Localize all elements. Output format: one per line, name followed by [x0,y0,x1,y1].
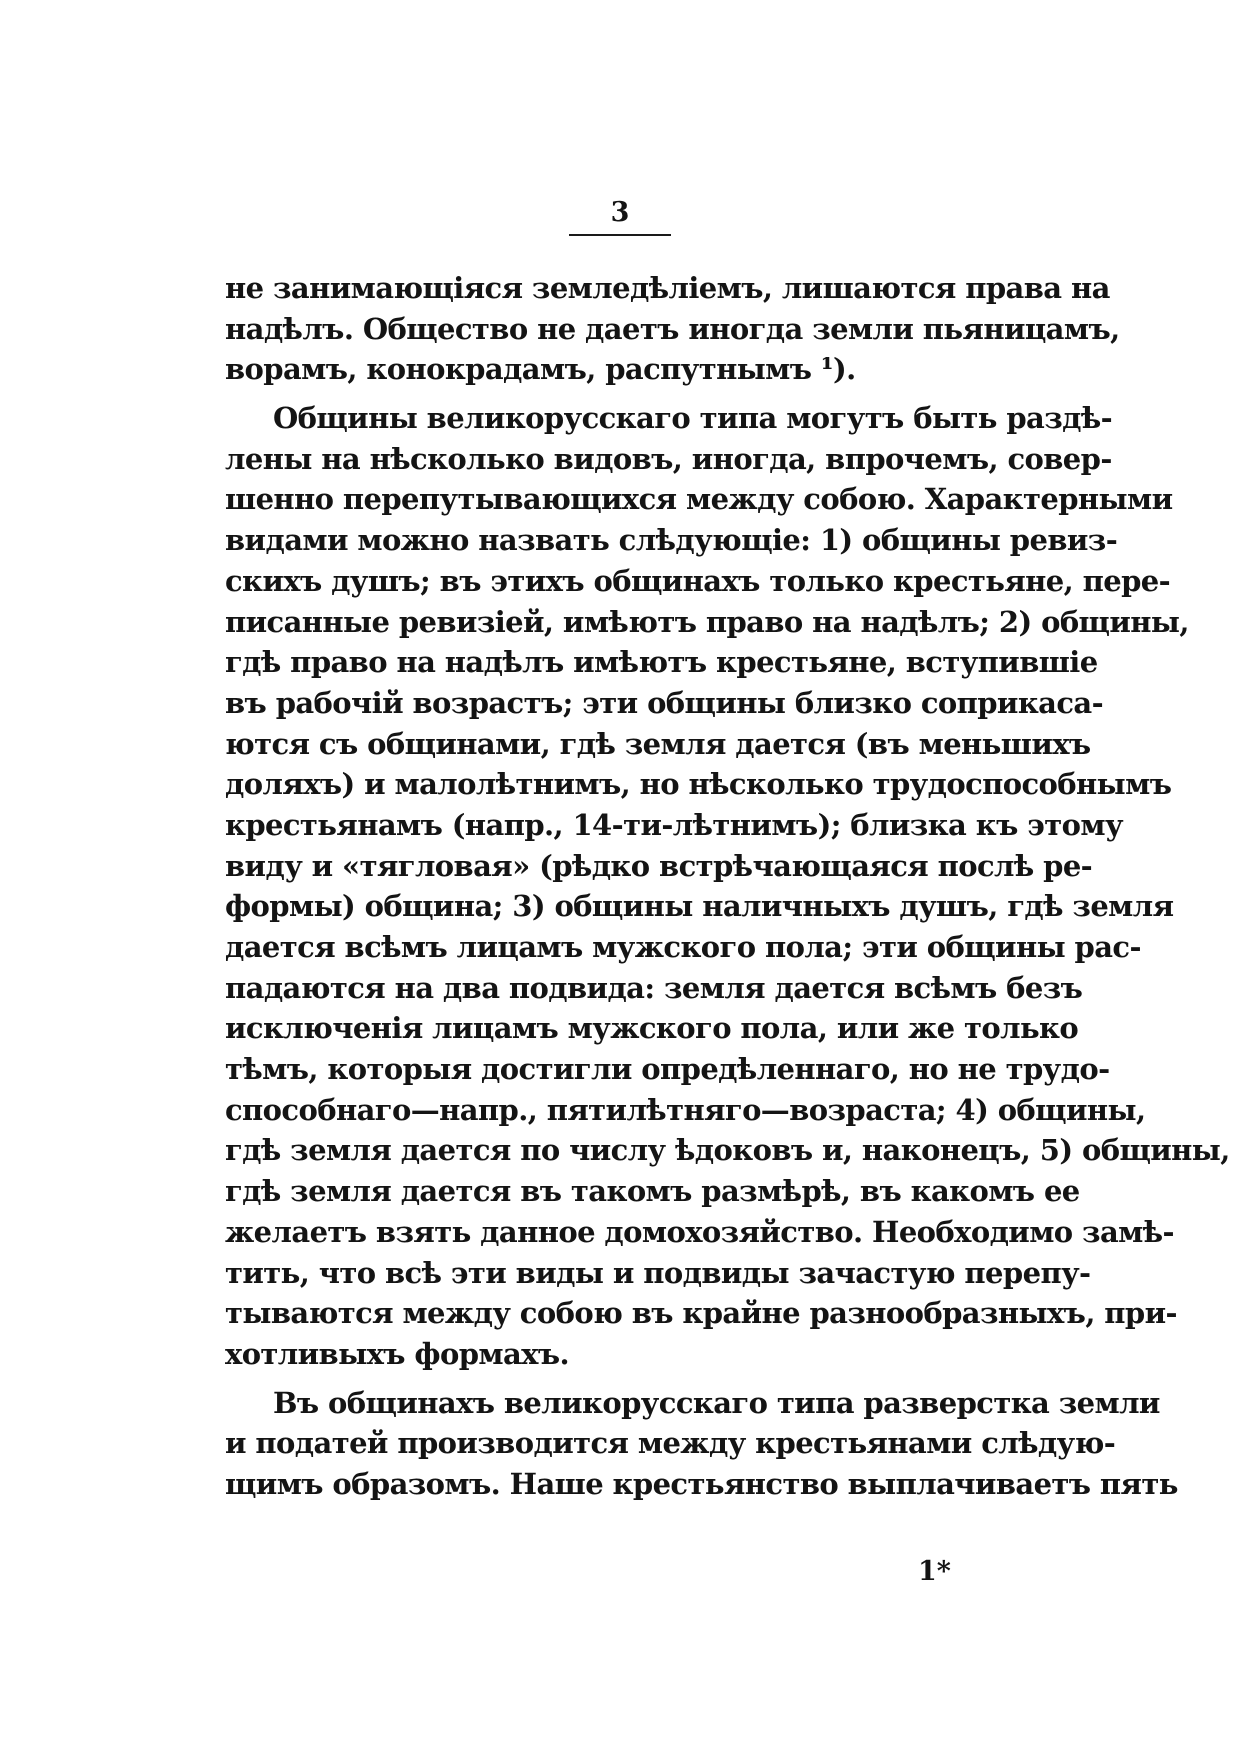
text-line: ворамъ, конокрадамъ, распутнымъ ¹). [225,352,856,387]
text-line: доляхъ) и малолѣтнимъ, но нѣсколько трудоспособнымъ [225,767,1172,802]
text-line: падаются на два подвида: земля дается всѣмъ безъ [225,970,1083,1005]
text-line: не занимающіяся земледѣліемъ, лишаются права на [225,271,1110,305]
text-line: въ рабочій возрастъ; эти общины близко соприкаса- [225,685,1104,720]
text-line: тѣмъ, которыя достигли опредѣленнаго, но не трудо- [225,1052,1110,1087]
text-line: гдѣ земля дается въ такомъ размѣрѣ, въ какомъ ее [225,1174,1080,1209]
text-line: желаетъ взять данное домохозяйство. Необходимо замѣ- [225,1214,1174,1249]
text-line: тываются между собою въ крайне разнообразныхъ, при- [225,1296,1177,1331]
text-line: скихъ душъ; въ этихъ общинахъ только крестьяне, пере- [225,563,1171,598]
text-line: Общины великорусскаго типа могутъ быть раздѣ- [273,401,1113,436]
text-line: исключенія лицамъ мужского пола, или же только [225,1011,1079,1046]
printer-signature-mark: 1* [918,1556,951,1587]
text-line: дается всѣмъ лицамъ мужского пола; эти общины рас- [225,930,1141,964]
page-number: 3 [610,197,630,228]
text-line: тить, что всѣ эти виды и подвиды зачастую перепу- [225,1255,1091,1290]
text-line: лены на нѣсколько видовъ, иногда, впрочемъ, совер- [225,441,1112,476]
text-line: хотливыхъ формахъ. [225,1336,569,1371]
text-line: крестьянамъ (напр., 14-ти-лѣтнимъ); близка къ этому [225,807,1123,842]
text-line: Въ общинахъ великорусскаго типа разверстка земли [273,1385,1160,1420]
header-rule [569,234,671,236]
body-text [225,268,1230,1505]
text-line: способнаго—напр., пятилѣтняго—возраста; 4) общины, [225,1092,1146,1127]
text-line: виду и «тягловая» (рѣдко встрѣчающаяся послѣ ре- [225,848,1093,883]
text-line: писанные ревизіей, имѣютъ право на надѣлъ; 2) общины, [225,604,1189,639]
text-line: и податей производится между крестьянами слѣдую- [225,1426,1116,1461]
text-line: надѣлъ. Общество не даетъ иногда земли пьяницамъ, [225,311,1120,346]
text-line: гдѣ земля дается по числу ѣдоковъ и, наконецъ, 5) общины, [225,1133,1230,1168]
text-line: шенно перепутывающихся между собою. Характерными [225,482,1173,517]
text-line: формы) община; 3) общины наличныхъ душъ, гдѣ земля [225,889,1174,924]
text-line: ются съ общинами, гдѣ земля дается (въ меньшихъ [225,726,1091,761]
paragraph-2 [225,398,1230,1375]
text-line: гдѣ право на надѣлъ имѣютъ крестьяне, вступившіе [225,645,1098,680]
text-line: щимъ образомъ. Наше крестьянство выплачиваетъ пять [225,1466,1178,1501]
paragraph-3 [225,1383,1178,1505]
text-line: видами можно назвать слѣдующіе: 1) общины ревиз- [225,523,1118,558]
paragraph-1 [225,268,1120,390]
